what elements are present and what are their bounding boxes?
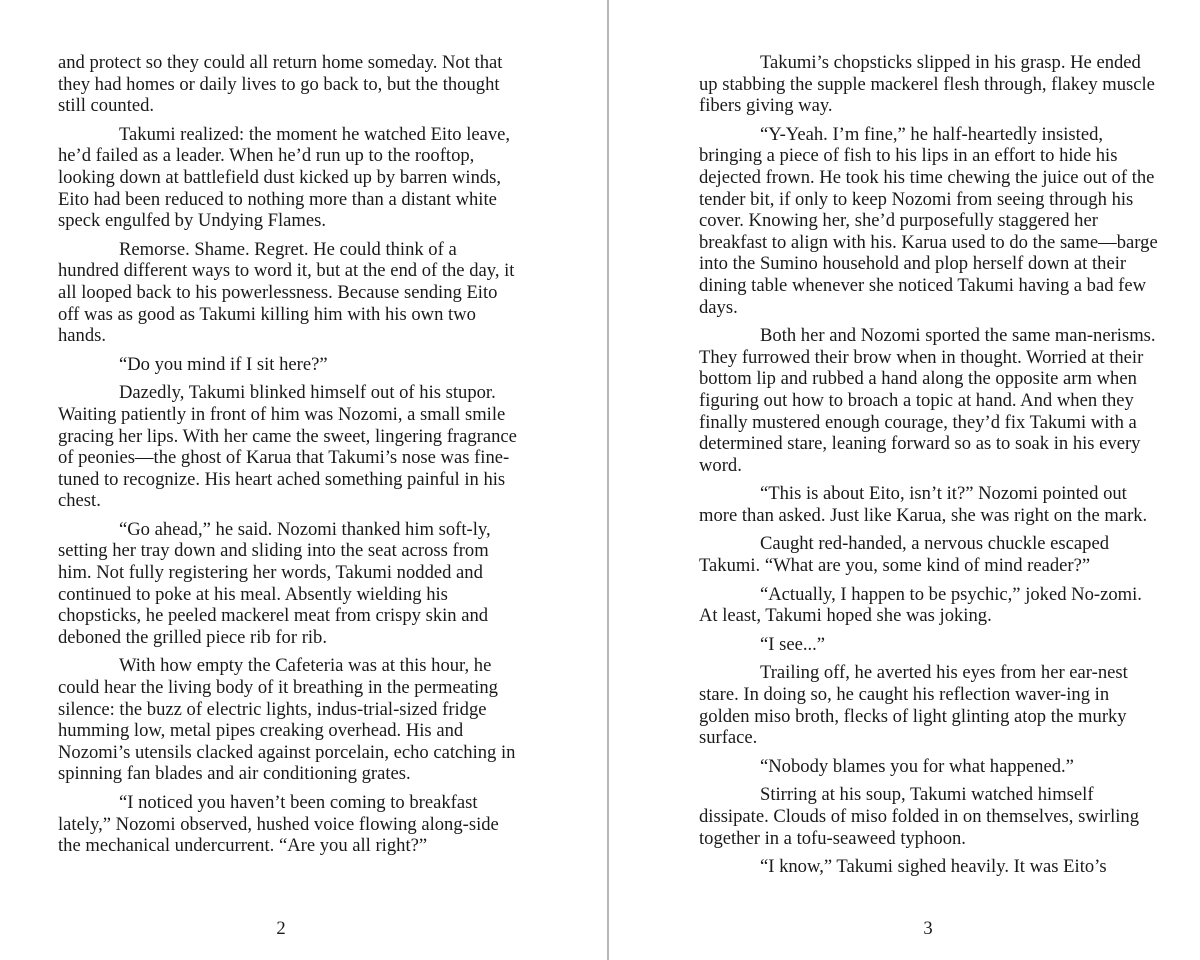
- paragraph: and protect so they could all return home someday. Not that they had homes or daily lives to go back to, but the thought still counted.: [58, 52, 503, 117]
- paragraph: “Do you mind if I sit here?”: [119, 353, 328, 375]
- paragraph: “I see...”: [760, 633, 826, 655]
- paragraph: Caught red-handed, a nervous chuckle escaped Takumi. “What are you, some kind of mind reader?”: [699, 533, 1110, 577]
- paragraph: Trailing off, he averted his eyes from her ear-nest stare. In doing so, he caught his reflection waver-ing in golden miso broth, flecks of light glinting atop the murky surface.: [699, 662, 1128, 749]
- paragraph: “Nobody blames you for what happened.”: [760, 755, 1074, 777]
- page-divider: [607, 0, 609, 960]
- paragraph: Stirring at his soup, Takumi watched himself dissipate. Clouds of miso folded in on themselves, swirling together in a tofu-seaweed typhoon.: [699, 784, 1140, 849]
- paragraph: “I noticed you haven’t been coming to breakfast lately,” Nozomi observed, hushed voice flowing along-side the mechanical undercurrent. “Are you all right?”: [58, 792, 499, 857]
- paragraph: “This is about Eito, isn’t it?” Nozomi pointed out more than asked. Just like Karua, she was right on the mark.: [699, 483, 1148, 526]
- paragraph: Takumi’s chopsticks slipped in his grasp. He ended up stabbing the supple mackerel flesh through, flakey muscle fibers giving way.: [699, 52, 1155, 117]
- page-number: 2: [276, 918, 286, 939]
- paragraph: “I know,” Takumi sighed heavily. It was Eito’s: [760, 856, 1107, 878]
- left-page-text: [58, 52, 518, 864]
- paragraph: Takumi realized: the moment he watched Eito leave, he’d failed as a leader. When he’d run up to the rooftop, looking down at battlefield dust kicked up by barren winds, Eito had been reduced to nothing more than a distant white speck engulfed by Undying Flames.: [58, 123, 511, 232]
- paragraph: “Go ahead,” he said. Nozomi thanked him soft-ly, setting her tray down and sliding into the seat across from him. Not fully registering her words, Takumi nodded and continued to poke at his meal. Absently wielding his chopsticks, he peeled mackerel meat from crispy skin and deboned the grilled piece rib for rib.: [58, 518, 491, 648]
- paragraph: Dazedly, Takumi blinked himself out of his stupor. Waiting patiently in front of him was Nozomi, a small smile gracing her lips. With her came the sweet, lingering fragrance of peonies—the ghost of Karua that Takumi’s nose was fine-tuned to recognize. His heart ached something painful in his chest.: [58, 382, 517, 512]
- paragraph: With how empty the Cafeteria was at this hour, he could hear the living body of it breathing in the permeating silence: the buzz of electric lights, indus-trial-sized fridge humming low, metal pipes creaking overhead. His and Nozomi’s utensils clacked against porcelain, echo catching in spinning fan blades and air conditioning grates.: [58, 655, 516, 785]
- paragraph: “Actually, I happen to be psychic,” joked No-zomi. At least, Takumi hoped she was joking.: [699, 583, 1142, 627]
- page-number: 3: [923, 918, 933, 939]
- paragraph: Remorse. Shame. Regret. He could think of a hundred different ways to word it, but at the end of the day, it all looped back to his powerlessness. Because sending Eito off was as good as Takumi killing him with his own two hands.: [58, 238, 515, 347]
- paragraph: Both her and Nozomi sported the same man-nerisms. They furrowed their brow when in thought. Worried at their bottom lip and rubbed a hand along the opposite arm when figuring out how to broach a topic at hand. And when they finally mustered enough courage, they’d fix Takumi with a determined stare, leaning forward so as to soak in his every word.: [699, 325, 1156, 476]
- right-page: [610, 0, 1200, 960]
- paragraph: “Y-Yeah. I’m fine,” he half-heartedly insisted, bringing a piece of fish to his lips in an effort to hide his dejected frown. He took his time chewing the juice out of the tender bit, if only to keep Nozomi from seeing through his cover. Knowing her, she’d purposefully staggered her breakfast to align with his. Karua used to do the same—barge into the Sumino household and plop herself down at their dining table whenever she noticed Takumi having a bad few days.: [699, 123, 1158, 318]
- right-page-text: [699, 52, 1161, 885]
